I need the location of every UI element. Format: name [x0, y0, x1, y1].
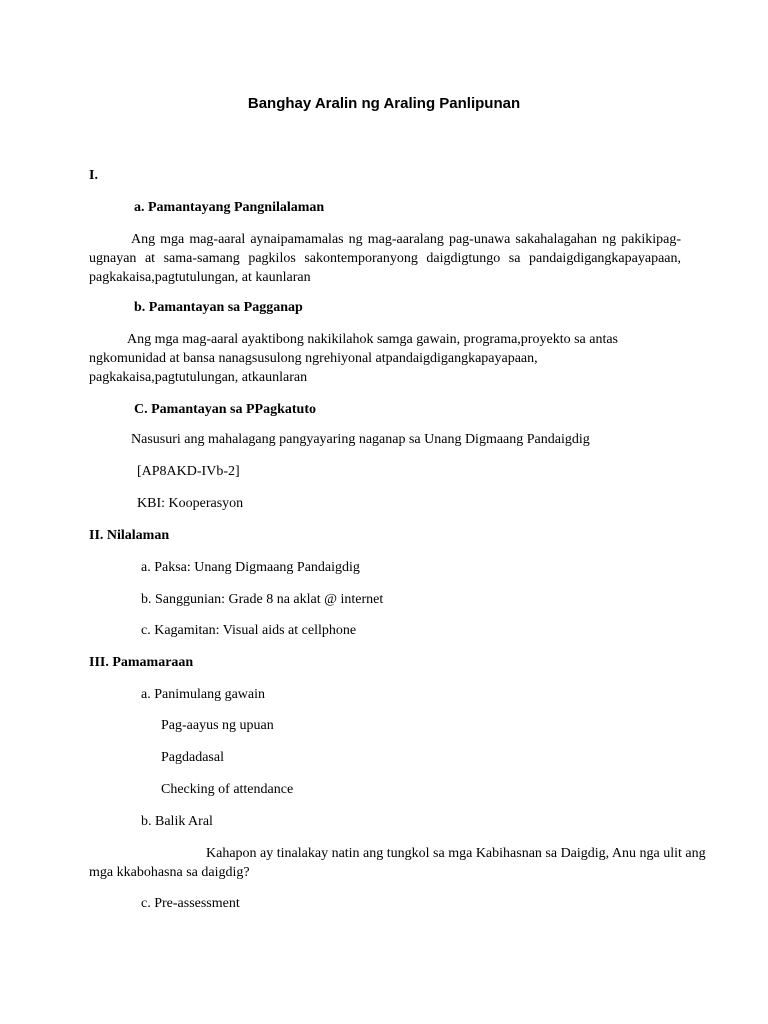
list-item: b. Sanggunian: Grade 8 na aklat @ internet: [141, 592, 384, 607]
paragraph-line: Ang mga mag-aaral ayaktibong nakikilahok samga gawain, programa,proyekto sa antas: [127, 332, 619, 347]
paragraph-line: Ang mga mag-aaral aynaipamamalas ng mag-aaralang pag-unawa sakahalagahan ng pakikipag-: [131, 232, 681, 247]
kbi-value: KBI: Kooperasyon: [137, 496, 244, 511]
list-item: Pagdadasal: [161, 750, 224, 765]
paragraph-line: mga kkabohasna sa daigdig?: [89, 865, 250, 880]
preliminary-activity-heading: a. Panimulang gawain: [141, 687, 266, 702]
paragraph-line: Kahapon ay tinalakay natin ang tungkol sa mga Kabihasnan sa Daigdig, Anu nga ulit ang: [206, 846, 706, 861]
pre-assessment-heading: c. Pre-assessment: [141, 896, 240, 911]
section-2-heading: II. Nilalaman: [89, 528, 170, 543]
paragraph-line: pagkakaisa,pagtutulungan, at kaunlaran: [89, 270, 311, 285]
competency-code: [AP8AKD-IVb-2]: [137, 464, 240, 479]
learning-competency-text: Nasusuri ang mahalagang pangyayaring naganap sa Unang Digmaang Pandaigdig: [131, 432, 590, 447]
document-title: Banghay Aralin ng Araling Panlipunan: [247, 95, 521, 112]
list-item: Pag-aayus ng upuan: [161, 718, 274, 733]
paragraph-line: ngkomunidad at bansa nanagsusulong ngrehiyonal atpandaigdigangkapayapaan,: [89, 351, 538, 366]
learning-standard-heading: C. Pamantayan sa PPagkatuto: [134, 402, 317, 417]
paragraph-line: pagkakaisa,pagtutulungan, atkaunlaran: [89, 370, 308, 385]
review-heading: b. Balik Aral: [141, 814, 213, 829]
list-item: Checking of attendance: [161, 782, 294, 797]
list-item: c. Kagamitan: Visual aids at cellphone: [141, 623, 357, 638]
section-3-heading: III. Pamamaraan: [89, 655, 194, 670]
section-1-heading: I.: [89, 168, 98, 183]
paragraph-line: ugnayan at sama-samang pagkilos sakontemporanyong daigdigtungo sa pandaigdigangkapayapaan,: [89, 251, 681, 266]
content-standard-heading: a. Pamantayang Pangnilalaman: [134, 200, 325, 215]
list-item: a. Paksa: Unang Digmaang Pandaigdig: [141, 560, 360, 575]
content-standard-paragraph: [89, 230, 681, 287]
performance-standard-heading: b. Pamantayan sa Pagganap: [134, 300, 303, 315]
